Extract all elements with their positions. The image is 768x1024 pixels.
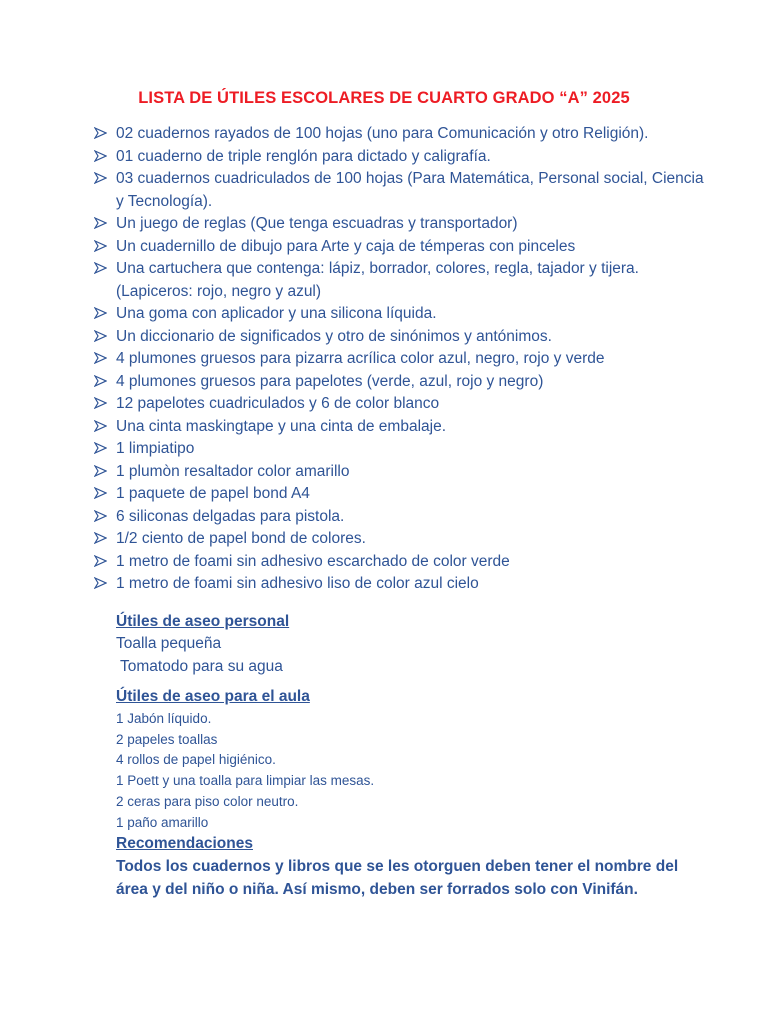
list-item: [94, 258, 714, 303]
list-item-text: Un cuadernillo de dibujo para Arte y caja de témperas con pinceles: [116, 237, 576, 255]
classroom-hygiene-heading: Útiles de aseo para el aula: [116, 688, 310, 705]
arrow-bullet-icon: [94, 348, 108, 370]
arrow-bullet-icon: [94, 393, 108, 415]
list-item-text: 03 cuadernos cuadriculados de 100 hojas (Para Matemática, Personal social, Ciencia y Tecnología).: [116, 170, 704, 210]
list-item: [94, 483, 714, 506]
classroom-hygiene-item: 1 Jabón líquido.: [116, 711, 212, 726]
list-item-text: 01 cuaderno de triple renglón para dictado y caligrafía.: [116, 147, 491, 165]
personal-hygiene-heading: Útiles de aseo personal: [116, 613, 290, 630]
arrow-bullet-icon: [94, 213, 108, 235]
arrow-bullet-icon: [94, 573, 108, 595]
list-item: [94, 303, 714, 326]
page-title: LISTA DE ÚTILES ESCOLARES DE CUARTO GRADO “A” 2025: [138, 89, 630, 107]
arrow-bullet-icon: [94, 146, 108, 168]
arrow-bullet-icon: [94, 438, 108, 460]
list-item-text: 1/2 ciento de papel bond de colores.: [116, 530, 366, 547]
list-item-text: Una goma con aplicador y una silicona líquida.: [116, 305, 437, 322]
list-item: [94, 168, 714, 213]
classroom-hygiene-item: 2 ceras para piso color neutro.: [116, 794, 299, 809]
list-item-text: 1 metro de foami sin adhesivo liso de color azul cielo: [116, 575, 479, 592]
arrow-bullet-icon: [94, 236, 108, 258]
arrow-bullet-icon: [94, 506, 108, 528]
arrow-bullet-icon: [94, 483, 108, 505]
personal-hygiene-item: Tomatodo para su agua: [116, 658, 283, 675]
list-item-text: 4 plumones gruesos para papelotes (verde, azul, rojo y negro): [116, 372, 544, 390]
list-item: [94, 393, 714, 416]
list-item: [94, 416, 714, 439]
list-item: [94, 146, 714, 169]
list-item-text: 1 paquete de papel bond A4: [116, 485, 310, 502]
arrow-bullet-icon: [94, 528, 108, 550]
arrow-bullet-icon: [94, 258, 108, 280]
arrow-bullet-icon: [94, 303, 108, 325]
list-item: [94, 506, 714, 529]
classroom-hygiene-item: 1 paño amarillo: [116, 815, 209, 830]
list-item-text: 02 cuadernos rayados de 100 hojas (uno para Comunicación y otro Religión).: [116, 125, 649, 142]
list-item: [94, 213, 714, 236]
list-item: [94, 326, 714, 349]
arrow-bullet-icon: [94, 461, 108, 483]
classroom-hygiene-item: 4 rollos de papel higiénico.: [116, 752, 276, 767]
list-item: [94, 573, 714, 596]
list-item-text: Una cartuchera que contenga: lápiz, borrador, colores, regla, tajador y tijera. (Lapiceros: rojo, negro y azul): [116, 260, 639, 300]
list-item: [94, 438, 714, 461]
list-item-text: 1 limpiatipo: [116, 440, 195, 457]
arrow-bullet-icon: [94, 326, 108, 348]
list-item-text: 4 plumones gruesos para pizarra acrílica color azul, negro, rojo y verde: [116, 350, 605, 367]
supplies-list: [94, 123, 714, 596]
arrow-bullet-icon: [94, 168, 108, 190]
list-item-text: Una cinta maskingtape y una cinta de embalaje.: [116, 417, 447, 435]
list-item-text: 1 plumòn resaltador color amarillo: [116, 462, 350, 480]
list-item-text: Un juego de reglas (Que tenga escuadras y transportador): [116, 215, 518, 232]
classroom-hygiene-item: 2 papeles toallas: [116, 732, 218, 747]
list-item: [94, 551, 714, 574]
list-item: [94, 348, 714, 371]
arrow-bullet-icon: [94, 416, 108, 438]
list-item: [94, 528, 714, 551]
list-item: [94, 461, 714, 484]
list-item-text: 6 siliconas delgadas para pistola.: [116, 507, 345, 525]
arrow-bullet-icon: [94, 551, 108, 573]
arrow-bullet-icon: [94, 371, 108, 393]
list-item-text: Un diccionario de significados y otro de sinónimos y antónimos.: [116, 327, 552, 345]
list-item: [94, 371, 714, 394]
list-item: [94, 123, 714, 146]
personal-hygiene-item: Toalla pequeña: [116, 635, 222, 652]
recommendations-heading: Recomendaciones: [116, 835, 253, 852]
list-item: [94, 236, 714, 259]
list-item-text: 1 metro de foami sin adhesivo escarchado de color verde: [116, 552, 510, 570]
arrow-bullet-icon: [94, 123, 108, 145]
list-item-text: 12 papelotes cuadriculados y 6 de color blanco: [116, 395, 440, 412]
classroom-hygiene-item: 1 Poett y una toalla para limpiar las mesas.: [116, 773, 375, 788]
recommendations-text: Todos los cuadernos y libros que se les otorguen deben tener el nombre del área y del niño o niña. Así mismo, deben ser forrados solo con Vinifán.: [116, 858, 679, 898]
